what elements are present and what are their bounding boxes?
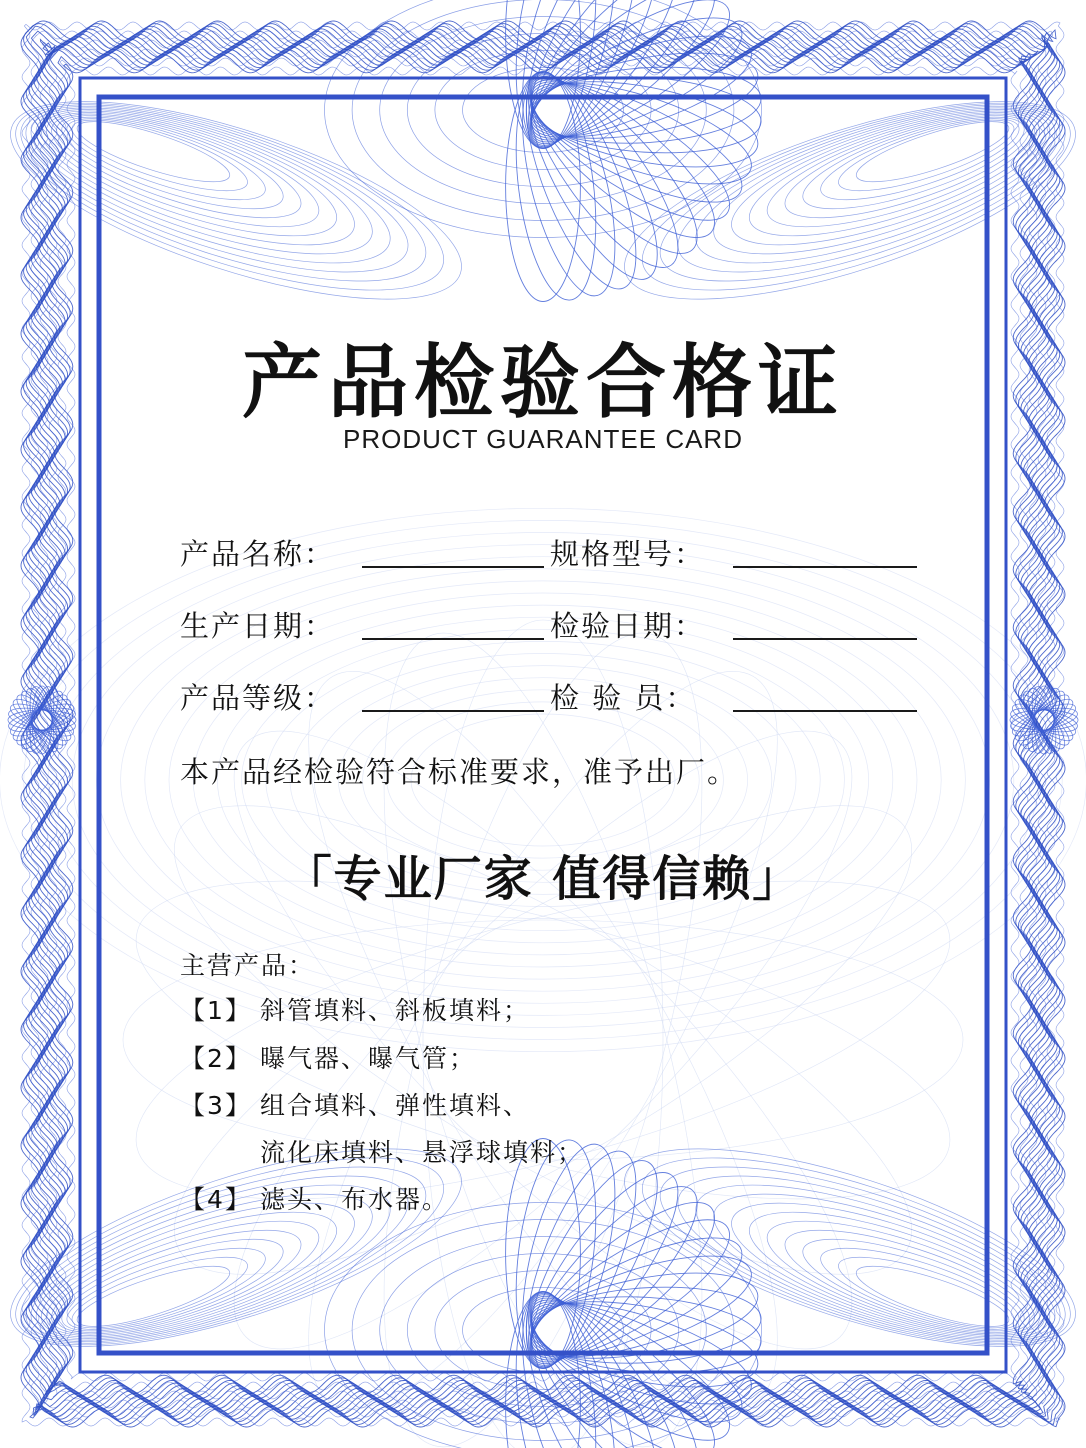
model-spec-field[interactable] xyxy=(733,566,917,568)
list-item-text: 流化床填料、悬浮球填料； xyxy=(260,1138,585,1167)
product-list-item xyxy=(180,1180,449,1216)
list-item-text: 曝气器、曝气管； xyxy=(260,1044,477,1073)
inspector-label: 检 验 员： xyxy=(550,681,697,715)
rosette-ring xyxy=(435,51,651,170)
fan-strand xyxy=(623,1119,1086,1383)
fan-strand xyxy=(642,1131,1084,1380)
inspection-date-label: 检验日期： xyxy=(550,609,706,643)
product-list-item xyxy=(180,1133,584,1169)
inner-frame-outer-line xyxy=(80,78,1006,1372)
product-list-item xyxy=(180,1039,476,1075)
fan-strand xyxy=(794,1221,1033,1350)
fan-strand xyxy=(680,76,1071,295)
product-list-item xyxy=(180,991,530,1027)
fan-strand xyxy=(40,1198,330,1357)
production-date-label: 生产日期： xyxy=(180,609,336,643)
fan-strand xyxy=(40,91,330,250)
product-grade-label: 产品等级： xyxy=(180,681,336,715)
list-item-number: 【3】 xyxy=(180,1091,252,1120)
list-item-text: 斜管填料、斜板填料； xyxy=(260,996,531,1025)
wavy-outer-border xyxy=(21,21,1065,1427)
wavy-border-strand xyxy=(22,22,1064,1426)
bg-mesh-petal xyxy=(423,620,663,1448)
top-rosette xyxy=(325,0,765,305)
inspector-field[interactable] xyxy=(733,710,917,712)
bg-mesh-petal xyxy=(229,616,857,1448)
fan-strand xyxy=(53,1221,292,1350)
fan-strand xyxy=(9,72,425,306)
list-item-text: 组合填料、弹性填料、 xyxy=(260,1091,531,1120)
bg-mesh-petal xyxy=(423,620,663,1448)
right-side-medallion xyxy=(1009,685,1080,756)
fan-strand xyxy=(9,1142,425,1376)
fan-strand xyxy=(756,1198,1046,1357)
main-products-heading: 主营产品： xyxy=(180,951,316,980)
fan-strand xyxy=(642,68,1084,317)
product-name-field[interactable] xyxy=(362,566,544,568)
slogan: 「专业厂家 值得信赖」 xyxy=(283,851,803,907)
certificate-subtitle: PRODUCT GUARANTEE CARD xyxy=(342,424,743,454)
bg-mesh-petal xyxy=(229,616,857,1448)
production-date-field[interactable] xyxy=(362,638,544,640)
list-item-text: 滤头、布水器。 xyxy=(260,1185,450,1214)
fan-strand xyxy=(661,72,1077,306)
list-item-number: 【2】 xyxy=(180,1044,252,1073)
bg-mesh-petal xyxy=(229,616,857,1448)
bg-mesh-petal xyxy=(229,616,857,1448)
compliance-statement: 本产品经检验符合标准要求，准予出厂。 xyxy=(180,755,739,789)
product-name-label: 产品名称： xyxy=(180,537,336,571)
product-list-item xyxy=(180,1086,530,1122)
product-grade-field[interactable] xyxy=(362,710,544,712)
list-item-number: 【1】 xyxy=(180,996,252,1025)
fan-strand xyxy=(623,65,1086,329)
fan-strand xyxy=(15,76,406,295)
certificate-title: 产品检验合格证 xyxy=(242,335,844,429)
inspection-date-field[interactable] xyxy=(733,638,917,640)
fan-strand xyxy=(0,61,482,340)
list-item-number: 【4】 xyxy=(180,1185,252,1214)
top-left-ornament xyxy=(0,61,482,340)
fan-strand xyxy=(3,68,445,317)
wavy-border-strand xyxy=(21,21,1065,1427)
model-spec-label: 规格型号： xyxy=(550,537,706,571)
fan-strand xyxy=(53,99,292,228)
fan-strand xyxy=(794,99,1033,228)
fan-strand xyxy=(0,65,463,329)
rosette-ring xyxy=(380,17,707,204)
fan-strand xyxy=(661,1142,1077,1376)
fan-strand xyxy=(756,91,1046,250)
